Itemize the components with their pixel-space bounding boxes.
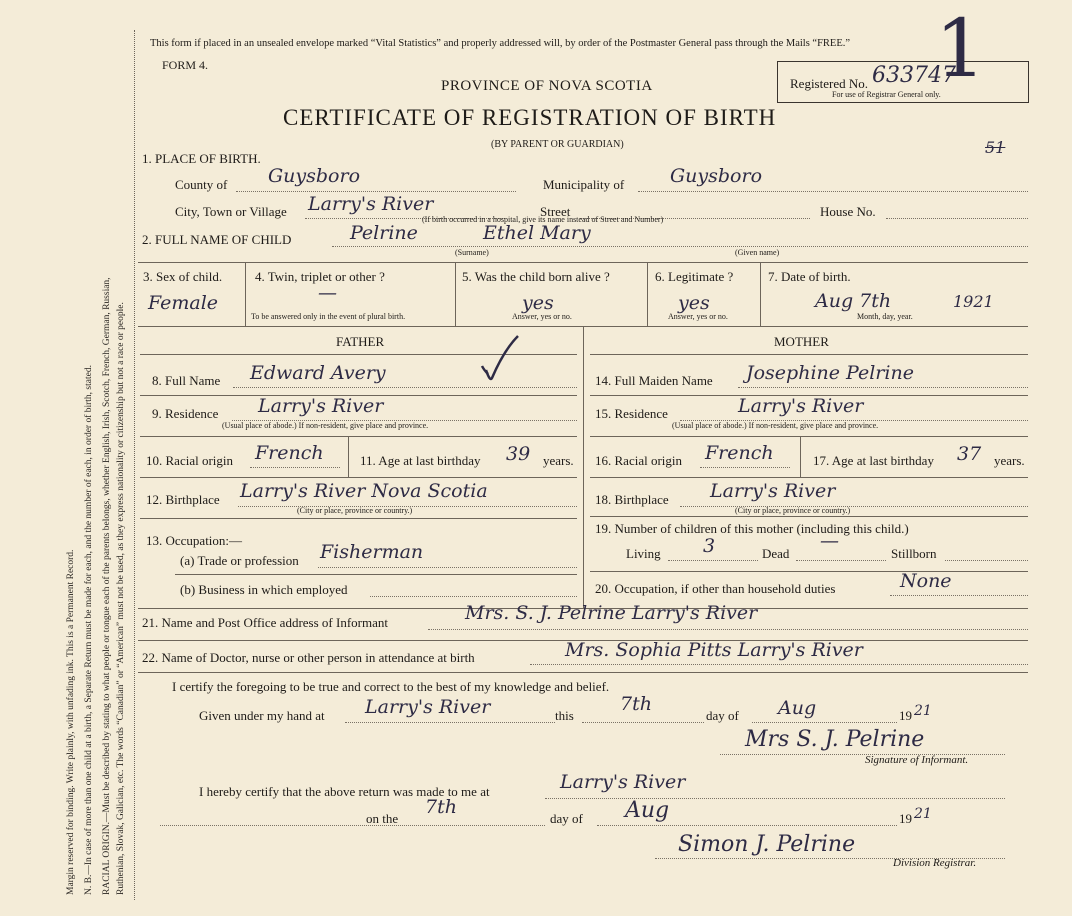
registrar-signature: Simon J. Pelrine [678, 832, 856, 857]
mother-age-label: 17. Age at last birthday [813, 453, 934, 468]
registered-label: Registered No. [790, 76, 868, 91]
mother-residence-label: 15. Residence [595, 406, 668, 421]
father-years-label: years. [543, 453, 574, 468]
col-divider-3 [647, 262, 648, 326]
father-heading: FATHER [336, 334, 385, 349]
father-residence-value: Larry's River [258, 395, 384, 417]
father-name-label: 8. Full Name [152, 373, 221, 388]
registrar-signature-caption: Division Registrar. [893, 857, 977, 869]
registrar-place-value: Larry's River [560, 771, 686, 793]
father-trade-label: (a) Trade or profession [180, 553, 299, 568]
municipality-value: Guysboro [670, 165, 763, 187]
dead-value: — [820, 530, 839, 552]
mother-row-line-5 [590, 571, 1028, 572]
on-the-label: on the [366, 811, 399, 826]
col-divider-1 [245, 262, 246, 326]
mother-row-line-3 [590, 477, 1028, 478]
mother-name-label: 14. Full Maiden Name [595, 373, 713, 388]
father-age-divider [348, 436, 349, 477]
house-line [886, 218, 1028, 219]
hospital-note: (If birth occurred in a hospital, give its name instead of Street and Number) [422, 215, 664, 224]
day-of-label: day of [706, 708, 739, 723]
twin-value: — [318, 282, 337, 304]
child-surname: Pelrine [350, 222, 418, 244]
father-age-label: 11. Age at last birthday [360, 453, 481, 468]
registrar-day-value: 7th [425, 796, 457, 818]
child-name-line [332, 246, 1028, 247]
father-birthplace-label: 12. Birthplace [146, 492, 220, 507]
mother-racial-line [700, 467, 790, 468]
margin-racial-note-2: Ruthenian, Slovak, Galician, etc. The words “Canadian” or “American” must not be used, as they express nationality or citizenship but not a race or people. [116, 302, 126, 895]
registrar-day-of-label: day of [550, 811, 583, 826]
father-racial-value: French [255, 442, 324, 464]
top-right-mark: 1 [935, 2, 986, 95]
father-row-line-5 [175, 574, 577, 575]
father-birthplace-note: (City or place, province or country.) [297, 506, 413, 515]
county-label: County of [175, 177, 228, 192]
dob-label: 7. Date of birth. [768, 269, 851, 284]
given-day-value: 7th [620, 693, 652, 715]
informant-value: Mrs. S. J. Pelrine Larry's River [465, 602, 758, 624]
alive-label: 5. Was the child born alive ? [462, 269, 610, 284]
registrar-certify-text: I hereby certify that the above return was made to me at [199, 784, 490, 799]
child-name-label: 2. FULL NAME OF CHILD [142, 232, 292, 247]
father-racial-line [250, 467, 340, 468]
mother-residence-note: (Usual place of abode.) If non-resident, give place and province. [672, 421, 879, 430]
mother-age-divider [800, 436, 801, 477]
place-of-birth-label: 1. PLACE OF BIRTH. [142, 151, 261, 166]
stillborn-label: Stillborn [891, 546, 937, 561]
mother-occupation-label: 20. Occupation, if other than household duties [595, 581, 836, 596]
given-place-value: Larry's River [365, 696, 491, 718]
registrar-month-value: Aug [625, 798, 670, 823]
mother-years-label: years. [994, 453, 1025, 468]
province-heading: PROVINCE OF NOVA SCOTIA [441, 78, 653, 94]
sex-label: 3. Sex of child. [143, 269, 223, 284]
given-under-label: Given under my hand at [199, 708, 325, 723]
dob-value: Aug 7th [815, 290, 892, 312]
municipality-label: Municipality of [543, 177, 625, 192]
father-age-value: 39 [506, 443, 531, 465]
registrar-note: For use of Registrar General only. [832, 90, 941, 99]
father-name-value: Edward Avery [250, 362, 386, 384]
mother-occupation-line [890, 595, 1028, 596]
mother-birthplace-line [680, 506, 1028, 507]
given-place-line [345, 722, 555, 723]
row-divider-top [138, 262, 1028, 263]
dob-note: Month, day, year. [857, 312, 913, 321]
col-divider-4 [760, 262, 761, 326]
certify-text: I certify the foregoing to be true and correct to the best of my knowledge and belief. [172, 679, 610, 694]
mother-row-line-2 [590, 436, 1028, 437]
informant-line [428, 629, 1028, 630]
page-title: CERTIFICATE OF REGISTRATION OF BIRTH [283, 105, 777, 130]
city-label: City, Town or Village [175, 204, 287, 219]
registrar-year-suffix: 21 [914, 806, 932, 822]
mother-name-value: Josephine Pelrine [746, 362, 914, 384]
margin-divider [134, 30, 135, 900]
mother-racial-label: 16. Racial origin [595, 453, 683, 468]
mother-age-value: 37 [957, 443, 982, 465]
father-business-label: (b) Business in which employed [180, 582, 348, 597]
street-label: Street [540, 204, 571, 219]
municipality-line [638, 191, 1028, 192]
margin-nb-note: N. B.—In case of more than one child at a birth, a Separate Return must be made for each, and the number of each, in order of birth, stated. [84, 365, 94, 895]
col-divider-2 [455, 262, 456, 326]
registrar-month-line [597, 825, 897, 826]
father-trade-value: Fisherman [320, 541, 424, 563]
living-value: 3 [703, 535, 716, 557]
legitimate-note: Answer, yes or no. [668, 312, 728, 321]
living-line [668, 560, 758, 561]
mother-birthplace-note: (City or place, province or country.) [735, 506, 851, 515]
living-label: Living [626, 546, 661, 561]
alive-value: yes [522, 292, 554, 314]
struck-mark: 51 [985, 138, 1006, 157]
mother-birthplace-label: 18. Birthplace [595, 492, 669, 507]
doctor-line [530, 664, 1028, 665]
mother-racial-value: French [705, 442, 774, 464]
stillborn-line [945, 560, 1028, 561]
father-residence-label: 9. Residence [152, 406, 219, 421]
margin-racial-note-1: RACIAL ORIGIN.—Must be described by stating to what people or tongue each of the parents belongs, whether English, Irish, Scotch, French, German, Russian, [102, 277, 112, 895]
father-residence-note: (Usual place of abode.) If non-resident, give place and province. [222, 421, 429, 430]
informant-signature: Mrs S. J. Pelrine [745, 727, 925, 752]
registrar-place-line [545, 798, 1005, 799]
given-year-prefix: 19 [899, 708, 912, 723]
alive-note: Answer, yes or no. [512, 312, 572, 321]
given-day-line [582, 722, 704, 723]
this-label: this [555, 708, 574, 723]
county-line [236, 191, 516, 192]
registrar-year-prefix: 19 [899, 811, 912, 826]
father-business-line [370, 596, 577, 597]
sex-value: Female [148, 292, 219, 314]
form-number: FORM 4. [162, 58, 209, 72]
legitimate-label: 6. Legitimate ? [655, 269, 734, 284]
mother-row-line-4 [590, 516, 1028, 517]
father-row-line-4 [140, 518, 577, 519]
father-occupation-label: 13. Occupation:— [146, 533, 243, 548]
doctor-label: 22. Name of Doctor, nurse or other person in attendance at birth [142, 650, 475, 665]
legitimate-value: yes [678, 292, 710, 314]
house-label: House No. [820, 204, 876, 219]
father-row-line-3 [140, 477, 577, 478]
father-birthplace-value: Larry's River Nova Scotia [240, 480, 488, 502]
parents-divider [583, 326, 584, 608]
mother-heading-line [590, 354, 1028, 355]
given-year-suffix: 21 [914, 703, 932, 719]
dob-year: 1921 [953, 292, 994, 311]
father-racial-label: 10. Racial origin [146, 453, 234, 468]
checkmark-icon [478, 330, 528, 390]
mail-notice: This form if placed in an unsealed envelope marked “Vital Statistics” and properly addressed will, by order of the Postmaster General pass through the Mails “FREE.” [150, 38, 851, 49]
mother-occupation-value: None [900, 570, 952, 592]
city-value: Larry's River [308, 193, 434, 215]
registrar-day-line [160, 825, 545, 826]
doctor-value: Mrs. Sophia Pitts Larry's River [565, 639, 863, 661]
county-value: Guysboro [268, 165, 361, 187]
registered-number: 633747 [872, 63, 956, 88]
given-caption: (Given name) [735, 248, 780, 257]
dead-line [796, 560, 886, 561]
father-row-line-2 [140, 436, 577, 437]
mother-birthplace-value: Larry's River [710, 480, 836, 502]
section-divider-cert [138, 672, 1028, 673]
mother-residence-value: Larry's River [738, 395, 864, 417]
given-month-value: Aug [778, 697, 817, 719]
mother-name-line [738, 387, 1028, 388]
page-subtitle: (BY PARENT OR GUARDIAN) [491, 139, 624, 150]
surname-caption: (Surname) [455, 248, 489, 257]
twin-note: To be answered only in the event of plural birth. [251, 312, 406, 321]
mother-children-label: 19. Number of children of this mother (including this child.) [595, 521, 909, 536]
dead-label: Dead [762, 546, 790, 561]
father-trade-line [318, 567, 577, 568]
margin-binding-note: Margin reserved for binding. Write plainly, with unfading ink. This is a Permanent Record. [66, 549, 76, 895]
child-given-names: Ethel Mary [483, 222, 591, 244]
informant-label: 21. Name and Post Office address of Informant [142, 615, 388, 630]
twin-label: 4. Twin, triplet or other ? [255, 269, 385, 284]
given-month-line [752, 722, 897, 723]
informant-signature-caption: Signature of Informant. [865, 754, 969, 766]
mother-heading: MOTHER [774, 334, 829, 349]
